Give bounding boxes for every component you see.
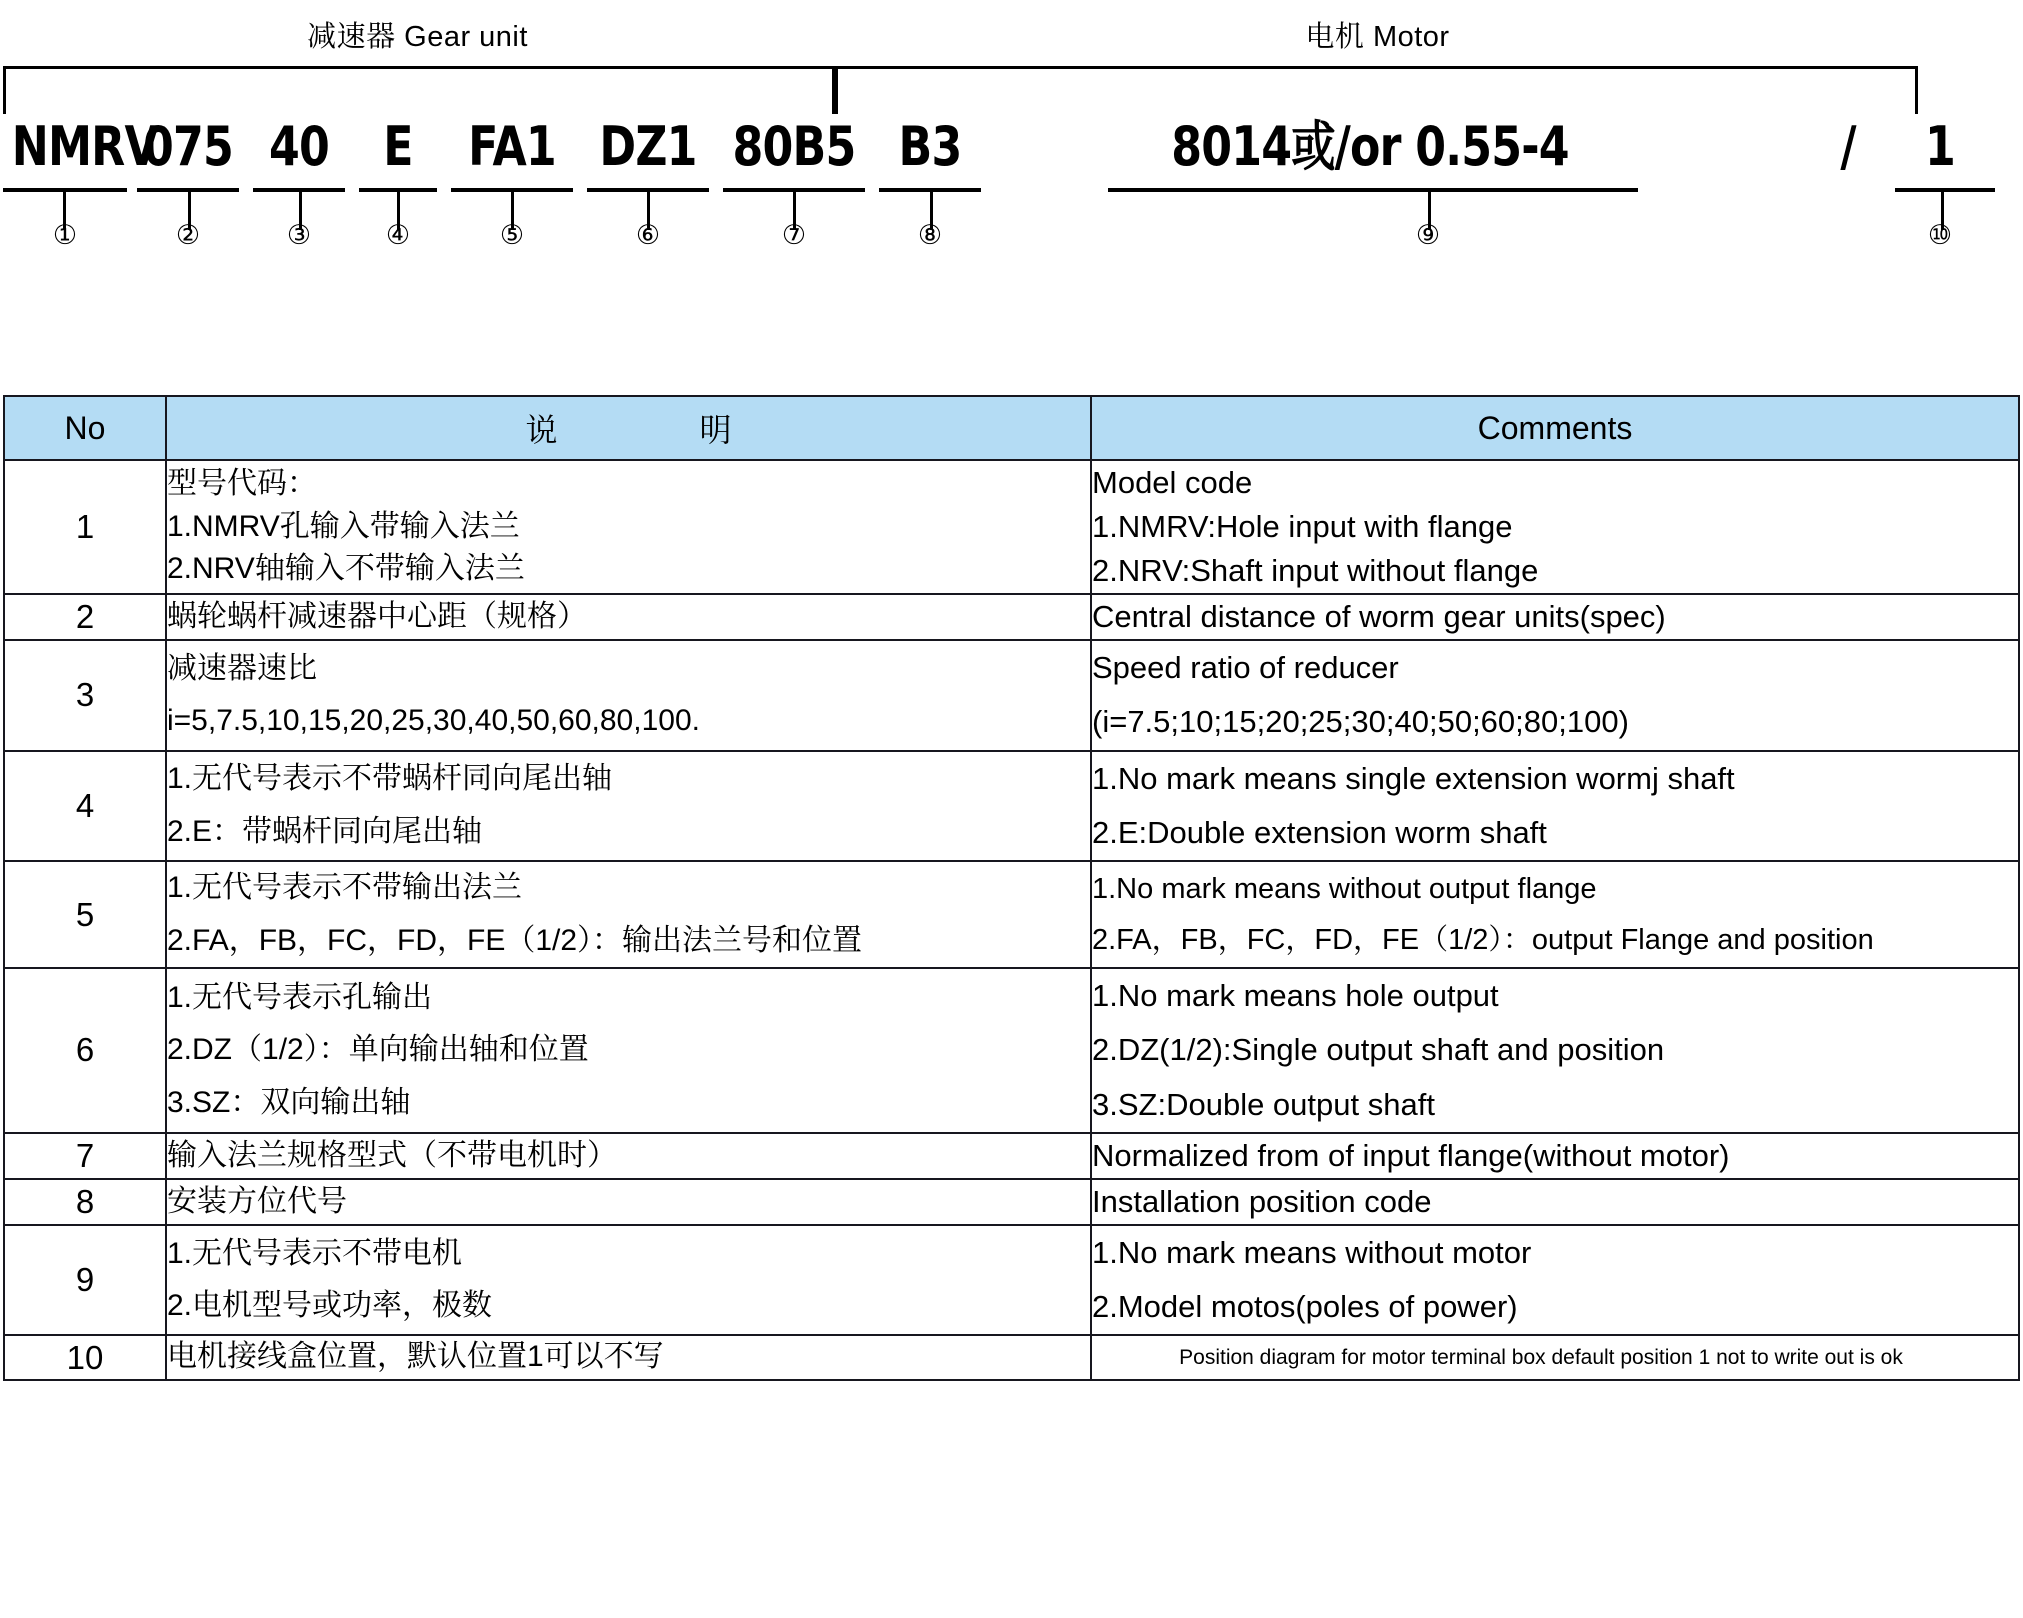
row-comments-en (1091, 1225, 2019, 1336)
row-en-line: 1.No mark means hole output (1092, 978, 1499, 1014)
row-cn-line: 安装方位代号 (167, 1184, 347, 1218)
row-no: 9 (4, 1225, 166, 1336)
code-marker-6: ⑥ (635, 220, 661, 250)
table-row (4, 1335, 2019, 1380)
table-row (4, 861, 2019, 968)
row-description-cn (166, 1133, 1091, 1179)
row-comments-en (1091, 594, 2019, 640)
code-marker-2: ② (175, 220, 201, 250)
row-cn-line: 2.NRV轴输入不带输入法兰 (167, 552, 525, 586)
group-bracket-motor (835, 66, 1918, 114)
column-header-comments: Comments (1091, 396, 2019, 460)
code-token-model-code: NMRV (11, 115, 158, 178)
row-cn-line: 1.无代号表示孔输出 (167, 980, 433, 1014)
code-token-center-distance: 075 (143, 115, 233, 178)
row-en-line: Speed ratio of reducer (1092, 650, 1399, 686)
row-comments-en (1091, 968, 2019, 1133)
row-cn-line: 1.无代号表示不带输出法兰 (167, 871, 523, 905)
table-row (4, 1225, 2019, 1336)
code-token-terminal-box: 1 (1924, 115, 1955, 178)
table-row (4, 1179, 2019, 1225)
row-no: 2 (4, 594, 166, 640)
row-en-line: Installation position code (1092, 1183, 1432, 1219)
code-rule-10 (1895, 188, 1995, 192)
row-en-line: Central distance of worm gear units(spec) (1092, 599, 1666, 635)
code-token-speed-ratio: 40 (269, 115, 329, 178)
row-en-line: Model code (1092, 465, 1253, 500)
model-designation-diagram (0, 0, 2023, 318)
row-cn-line: 3.SZ：双向输出轴 (167, 1085, 411, 1119)
row-cn-line: 1.无代号表示不带蜗杆同向尾出轴 (167, 762, 613, 796)
row-comments-en (1091, 460, 2019, 594)
row-description-cn (166, 1335, 1091, 1380)
row-no: 4 (4, 751, 166, 862)
code-token-mounting-position: B3 (898, 115, 962, 178)
row-en-line: (i=7.5;10;15;20;25;30;40;50;60;80;100) (1092, 704, 1629, 740)
row-cn-line: 2.E：带蜗杆同向尾出轴 (167, 814, 483, 848)
row-description-cn (166, 594, 1091, 640)
row-en-line: 2.E:Double extension worm shaft (1092, 814, 1547, 850)
specification-table (3, 395, 2020, 1381)
code-marker-9: ⑨ (1415, 220, 1441, 250)
row-comments-en (1091, 861, 2019, 968)
row-cn-line: 型号代码： (167, 467, 317, 501)
row-en-line: 2.Model motos(poles of power) (1092, 1289, 1518, 1325)
table-header-row (4, 396, 2019, 460)
row-comments-en (1091, 1133, 2019, 1179)
row-description-cn (166, 861, 1091, 968)
table-row (4, 968, 2019, 1133)
group-title-gear-unit: 减速器 Gear unit (307, 21, 528, 53)
row-en-line: Normalized from of input flange(without motor) (1092, 1137, 1730, 1173)
row-description-cn (166, 460, 1091, 594)
group-bracket-gear-unit (3, 66, 835, 114)
row-no: 7 (4, 1133, 166, 1179)
row-no: 1 (4, 460, 166, 594)
row-comments-en (1091, 751, 2019, 862)
column-header-description-label: 说 明 (525, 412, 758, 448)
row-no: 5 (4, 861, 166, 968)
code-marker-7: ⑦ (781, 220, 807, 250)
row-en-line: 2.NRV:Shaft input without flange (1092, 553, 1539, 589)
table-row (4, 1133, 2019, 1179)
table-row (4, 594, 2019, 640)
code-token-motor-spec: 8014或/or 0.55-4 (1171, 115, 1569, 178)
row-comments-en (1091, 1335, 2019, 1380)
row-en-line: 3.SZ:Double output shaft (1092, 1086, 1435, 1122)
row-description-cn (166, 1225, 1091, 1336)
code-marker-8: ⑧ (917, 220, 943, 250)
row-cn-line: 输入法兰规格型式（不带电机时） (167, 1138, 617, 1172)
row-description-cn (166, 640, 1091, 751)
row-en-line: 1.No mark means single extension wormj shaft (1092, 760, 1735, 796)
row-no: 3 (4, 640, 166, 751)
code-token-input-flange: 80B5 (732, 115, 856, 178)
column-header-description (166, 396, 1091, 460)
row-comments-en (1091, 1179, 2019, 1225)
row-cn-line: i=5,7.5,10,15,20,25,30,40,50,60,80,100. (167, 704, 700, 738)
code-marker-4: ④ (385, 220, 411, 250)
table-row (4, 640, 2019, 751)
table-row (4, 460, 2019, 594)
row-description-cn (166, 1179, 1091, 1225)
row-cn-line: 2.FA，FB，FC，FD，FE（1/2）：输出法兰号和位置 (167, 923, 863, 957)
row-en-line: 1.NMRV:Hole input with flange (1092, 509, 1513, 545)
row-comments-en (1091, 640, 2019, 751)
row-cn-line: 2.电机型号或功率，极数 (167, 1289, 493, 1323)
code-marker-3: ③ (286, 220, 312, 250)
row-no: 8 (4, 1179, 166, 1225)
row-en-line: 1.No mark means without motor (1092, 1234, 1532, 1270)
row-description-cn (166, 751, 1091, 862)
group-title-motor: 电机 Motor (1305, 21, 1450, 53)
row-description-cn (166, 968, 1091, 1133)
code-token-worm-shaft: E (383, 115, 413, 178)
row-no: 6 (4, 968, 166, 1133)
row-en-line: 1.No mark means without output flange (1092, 872, 1597, 905)
row-en-line: Position diagram for motor terminal box default position 1 not to write out is ok (1179, 1345, 1903, 1369)
code-marker-1: ① (52, 220, 78, 250)
row-cn-line: 电机接线盒位置，默认位置1可以不写 (167, 1340, 664, 1374)
row-en-line: 2.DZ(1/2):Single output shaft and position (1092, 1032, 1665, 1068)
column-header-no: No (4, 396, 166, 460)
code-token-output-flange: FA1 (468, 115, 556, 178)
row-cn-line: 减速器速比 (167, 651, 317, 685)
row-no: 10 (4, 1335, 166, 1380)
code-token-output-shaft: DZ1 (599, 115, 697, 178)
table-row (4, 751, 2019, 862)
row-cn-line: 2.DZ（1/2）：单向输出轴和位置 (167, 1033, 589, 1067)
code-rule-9 (1108, 188, 1638, 192)
row-cn-line: 1.NMRV孔输入带输入法兰 (167, 509, 520, 543)
code-marker-5: ⑤ (499, 220, 525, 250)
code-marker-10: ⑩ (1927, 220, 1953, 250)
code-token-separator: / (1840, 115, 1856, 178)
row-cn-line: 蜗轮蜗杆减速器中心距（规格） (167, 599, 587, 633)
row-cn-line: 1.无代号表示不带电机 (167, 1236, 463, 1270)
row-en-line: 2.FA，FB，FC，FD，FE（1/2）：output Flange and position (1092, 923, 1874, 956)
